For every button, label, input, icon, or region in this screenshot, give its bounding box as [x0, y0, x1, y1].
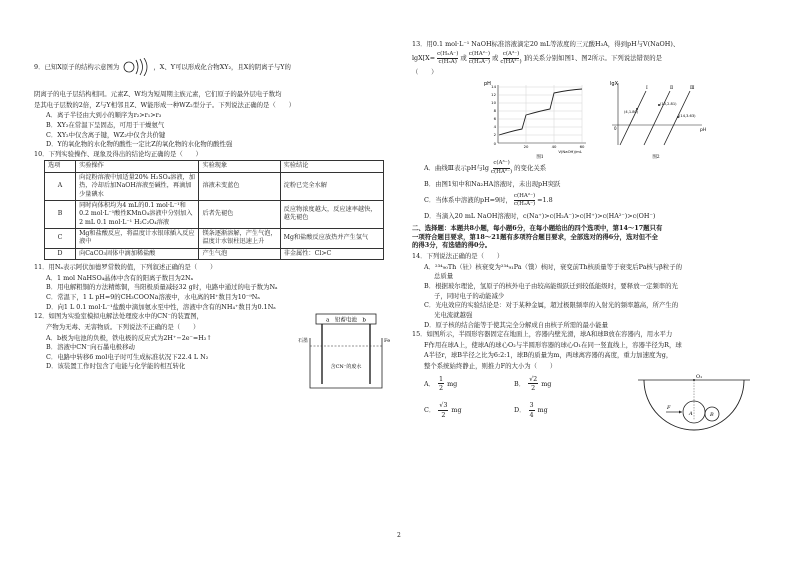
question-12 — [34, 312, 404, 371]
fraction-numerator: c(HA²⁻) — [514, 193, 535, 201]
fig1-ytick: 0 — [493, 141, 496, 147]
question-10 — [34, 150, 404, 260]
fraction-numerator: √3 — [439, 400, 448, 409]
titration-curve — [499, 89, 582, 135]
section-2-line-1: 二、选择题：本题共8小题，每小题6分，在每小题给出的四个选项中，第14～17题只有 — [412, 224, 663, 233]
electrolysis-diagram — [296, 312, 396, 392]
row-conclusion: 非金属性：Cl>C — [280, 248, 383, 259]
row-operation: 向CaCO₃固体中滴加稀盐酸 — [76, 248, 199, 259]
fig1-ytick: 12 — [491, 92, 496, 98]
point-label: (10,2.81) — [660, 102, 677, 107]
battery-label: a 铅蓄电池 b — [326, 317, 366, 324]
row-conclusion: Mg和盐酸反应放热并产生氢气 — [280, 229, 383, 249]
q13-blank: （ ） — [412, 68, 438, 77]
q9-stem-3: 是其电子层数的2倍，Z与Y相邻且Z、W能形成一种WZ₂型分子。下列说法正确的是（ ） — [34, 100, 295, 109]
row-label: B — [45, 200, 76, 228]
or-text: 或 — [491, 54, 499, 63]
curve-label: Ⅰ — [646, 86, 648, 92]
fraction — [437, 51, 458, 67]
page-number: 2 — [397, 532, 401, 539]
row-operation: 向淀粉溶液中加适量20% H₂SO₄溶液，加热，冷却后加NaOH溶液至碱性，再滴加少量碘水 — [76, 172, 199, 200]
q12-option-c: C．电路中转移6 mol电子时可生成标准状况下22.4 L N₂ — [46, 352, 209, 361]
wastewater-label: 含CN⁻的废水 — [330, 364, 362, 371]
q14-stem: 14．下列说法正确的是（ ） — [412, 252, 504, 261]
fraction — [500, 51, 521, 67]
section-2-instructions — [412, 224, 772, 250]
or-text: 或 — [460, 54, 467, 63]
q14-option-b: B．根据玻尔理论，氢原子的核外电子由较高能级跃迁到较低能级时，要释放一定频率的光 — [424, 281, 678, 290]
fraction-numerator: c(H₂A⁻) — [437, 51, 458, 59]
fraction-denominator: c(H₃A) — [438, 59, 457, 66]
section-2-line-3: 的得3分，有选错的得0分。 — [412, 241, 492, 250]
row-label: D — [45, 248, 76, 259]
q14-option-d: D．原子核的结合能等于使其完全分解成自由核子所需的最小能量 — [424, 320, 609, 329]
q13-option-a-text: A．曲线Ⅲ表示pH与lg — [424, 163, 489, 172]
question-13 — [412, 40, 772, 221]
q14-option-a-cont: 总质量 — [434, 272, 454, 281]
option-unit: mg — [537, 405, 548, 414]
q12-stem-1: 12．如图为实验室模拟电解法处理废水中的CN⁻的装置图， — [34, 312, 203, 321]
question-15 — [412, 330, 772, 419]
option-letter: D． — [514, 405, 526, 414]
fraction — [491, 160, 512, 176]
left-column — [34, 30, 404, 372]
q12-stem-2: 产物为无毒、无害物质。下列说法不正确的是（ ） — [46, 322, 200, 331]
iron-label: Fe — [384, 338, 391, 345]
table-header: 实验现象 — [199, 161, 280, 172]
q14-option-b-cont: 子，同时电子的动能减少 — [434, 291, 505, 300]
fraction-denominator: 4 — [529, 410, 534, 419]
q15-stem-1: 15．如图所示，半圆形容器固定在地面上，容器内壁光滑，球A和球B放在容器内，用水平力 — [412, 330, 673, 339]
option-unit: mg — [447, 379, 458, 388]
option-letter: B． — [514, 379, 526, 388]
q11-stem: 11．用Nₐ表示阿伏加德罗常数的值，下列叙述正确的是（ ） — [34, 263, 217, 272]
q14-option-a: A．²³⁴₉₀Th（钍）核衰变为²³⁴₉₁Pa（镤）核时，衰变前Th核质量等于衰变后Pa核与β粒子的 — [424, 262, 683, 271]
fig1-caption: 图1 — [536, 155, 544, 160]
fig1-xtick: 20 — [523, 144, 529, 150]
row-operation: 同时向体积均为4 mL的0.1 mol·L⁻¹和0.2 mol·L⁻¹酸性KMnO₄溶液中分别加入2 mL 0.1 mol·L⁻¹ H₂C₂O₄溶液 — [76, 200, 199, 228]
point-label: (14,3.63) — [679, 114, 696, 119]
q9-stem-2: 阴离子的电子层结构相同。元素Z、W均为短周期主族元素，它们原子的最外层电子数均 — [34, 90, 282, 98]
q9-option-c: C．XY₂中仅含离子键，WZ₂中仅含共价键 — [46, 130, 166, 139]
fraction-numerator: c(A³⁻) — [493, 160, 509, 168]
question-9 — [34, 58, 404, 149]
q14-option-c: C．光电效应的实验结论是：对于某种金属，超过极限频率的入射光的频率越高，所产生的 — [424, 301, 679, 310]
row-operation: Mg和盐酸反应，将温度计水银球插入反应液中 — [76, 229, 199, 249]
fig2-xlabel: pH — [700, 128, 706, 134]
fig1-xtick: 40 — [551, 144, 557, 150]
q9-stem-1: 9．已知X原子的结构示意图为 — [34, 63, 120, 71]
fraction-denominator: c(H₂A⁻) — [468, 59, 490, 66]
section-2-line-2: 一项符合题目要求，第18～21题有多项符合题目要求，全部选对的得6分，选对但不全 — [412, 232, 658, 241]
option-letter: A． — [424, 379, 436, 388]
row-conclusion: 反应物浓度越大，反应速率越快，越先褪色 — [280, 200, 383, 228]
table-header: 实验结论 — [280, 161, 383, 172]
q13-option-c — [424, 193, 772, 209]
table-header: 选项 — [45, 161, 76, 172]
q13-option-a-tail: 的变化关系 — [514, 163, 547, 172]
fig1-xlabel: V(NaOH)/mL — [558, 149, 582, 155]
experiment-table — [44, 160, 384, 260]
fraction — [438, 375, 444, 393]
curve-iii — [664, 91, 690, 145]
q15-stem-2: F作用在球A上，使球A的球心O₂与半圆形容器的球心O₁在同一竖直线上，容器半径为R，球 — [424, 340, 682, 349]
fig1-ylabel: pH — [484, 81, 491, 88]
q11-option-d: D．向1 L 0.1 mol·L⁻¹盐酸中滴加氨水至中性，溶液中含有的NH₄⁺数目为0.1Nₐ — [46, 302, 276, 311]
q9-option-b: B．XY₂在常温下呈固态，可用于干燥氨气 — [46, 120, 165, 129]
fraction — [528, 375, 538, 393]
row-conclusion: 淀粉已完全水解 — [280, 172, 383, 200]
question-14 — [412, 252, 772, 329]
fraction-numerator: c(A³⁻) — [503, 51, 519, 59]
row-label: C — [45, 229, 76, 249]
q15-option-a — [424, 375, 514, 393]
q12-option-b: B．溶液中CN⁻向石墨电极移动 — [46, 343, 135, 352]
q11-option-b: B．用电解粗铜的方法精炼铜，当阳极质量减轻32 g时，电路中通过的电子数为Nₐ — [46, 283, 278, 292]
fraction-numerator: c(HA²⁻) — [469, 51, 490, 59]
ball-a-label: A — [689, 411, 693, 418]
fig1-xtick: 60 — [579, 144, 585, 150]
center-label: O₁ — [696, 374, 703, 381]
fig1-ytick: 10 — [491, 100, 496, 106]
fraction-numerator: 3 — [529, 400, 534, 409]
q15-option-b — [514, 375, 604, 393]
q15-option-d — [514, 401, 604, 419]
row-phenomenon: 镁条逐渐溶解，产生气泡，温度计水银柱迅速上升 — [199, 229, 280, 249]
table-row — [45, 200, 384, 228]
q13-stem-2 — [412, 51, 772, 67]
fig1-ytick: 2 — [493, 132, 496, 138]
q13-figures — [482, 79, 772, 159]
fraction-numerator: √2 — [529, 374, 538, 383]
fraction — [514, 193, 535, 209]
question-11 — [34, 263, 404, 311]
q13-option-c-tail: =1.8 — [537, 196, 553, 205]
q15-option-c — [424, 401, 514, 419]
q13-stem-1: 13．用0.1 mol·L⁻¹ NaOH标准溶液滴定20 mL等浓度的三元酸H₃A，得到pH与V(NaOH)、 — [412, 40, 680, 48]
fraction-denominator: c(HA²⁻) — [500, 59, 522, 66]
force-label: F — [667, 405, 671, 412]
ball-a — [683, 401, 705, 423]
q13-stem-2b: ]的关系分别如图1、图2所示。下列说法错误的是 — [523, 54, 663, 63]
q15-stem-4: 整个系统始终静止，则推力F的大小为（ ） — [424, 362, 557, 371]
curve-ii — [644, 91, 670, 145]
q9-option-a: A．离子半径由大到小的顺序为r₂>r₁>r₃ — [46, 111, 162, 120]
graphite-label: 石墨 — [298, 338, 309, 345]
atom-structure-diagram — [121, 58, 151, 76]
q13-option-b: B．由图1知中和Na₂HA溶液时，未出现pH突跃 — [424, 179, 561, 188]
q11-option-a: A．1 mol NaHSO₄晶体中含有的阳离子数目为2Nₐ — [46, 273, 194, 282]
q12-option-d: D．该装置工作时包含了电能与化学能的相互转化 — [46, 362, 186, 371]
q13-stem-2a: lgX[X= — [412, 54, 436, 63]
fig1-ytick: 6 — [493, 116, 496, 122]
fig1-ytick: 14 — [491, 84, 496, 90]
option-unit: mg — [541, 379, 552, 388]
q14-option-c-cont: 光电流就越强 — [434, 310, 473, 319]
fig2-ylabel: lgX — [610, 81, 618, 88]
right-column — [412, 40, 772, 419]
fraction-denominator: c(HA²⁻) — [490, 168, 513, 175]
fraction-denominator: c(H₂A⁻) — [513, 201, 536, 208]
lgx-ph-figure — [606, 79, 706, 159]
table-row — [45, 229, 384, 249]
option-letter: C． — [424, 405, 436, 414]
fig1-ytick: 8 — [493, 108, 496, 114]
row-phenomenon: 溶液未变蓝色 — [199, 172, 280, 200]
q9-stem-1b: ，X、Y可以形成化合物XY₂，且X的阴离子与Y的 — [153, 63, 291, 71]
fraction — [469, 51, 490, 67]
table-row — [45, 172, 384, 200]
q11-option-c: C．常温下，1 L pH=9的CH₃COONa溶液中，水电离的H⁺数目为10⁻⁹Nₐ — [46, 293, 260, 301]
q10-stem: 10．下列实验操作、现象及得出的结论均正确的是（ ） — [34, 149, 202, 158]
hemisphere-container-diagram — [634, 372, 754, 434]
q9-option-d: D．Y的氧化物的水化物的酸性一定比Z的氧化物的水化物的酸性强 — [46, 140, 233, 149]
row-phenomenon: 产生气泡 — [199, 248, 280, 259]
option-unit: mg — [451, 405, 462, 414]
fig2-origin: 0 — [614, 126, 617, 132]
curve-i — [620, 91, 646, 145]
fig1-ytick: 4 — [493, 124, 496, 130]
fraction — [529, 401, 535, 419]
q12-option-a: A．b极为电池的负极，铁电极的反应式为2H⁺−2e⁻=H₂↑ — [46, 333, 212, 342]
row-phenomenon: 后者先褪色 — [199, 200, 280, 228]
q13-option-a — [424, 160, 772, 176]
point-label: (4,1.80) — [624, 110, 639, 115]
curve-label: Ⅱ — [670, 86, 674, 92]
fraction-denominator: 2 — [439, 384, 444, 393]
ball-b-label: B — [710, 412, 714, 419]
fraction-denominator: 2 — [441, 410, 446, 419]
titration-curve-figure — [482, 79, 592, 159]
q13-option-c-text: C．当体系中溶液的pH=9时， — [424, 196, 512, 205]
table-header: 实验操作 — [76, 161, 199, 172]
q13-option-d: D．当滴入20 mL NaOH溶液时，c(Na⁺)>c(H₂A⁻)>c(H⁺)>c(HA²⁻)>c(OH⁻) — [424, 212, 656, 221]
row-label: A — [45, 172, 76, 200]
fig2-caption: 图2 — [652, 155, 660, 160]
table-row — [45, 248, 384, 259]
fraction-denominator: 2 — [531, 384, 536, 393]
q15-stem-3: A半径r，球B半径之比为6:2:1，球B的质量为m，两球离容器的高度，重力加速度为g， — [424, 351, 673, 360]
curve-label: Ⅲ — [690, 86, 695, 92]
fraction — [438, 401, 448, 419]
table-header-row — [45, 161, 384, 172]
fraction-numerator: 1 — [439, 374, 444, 383]
